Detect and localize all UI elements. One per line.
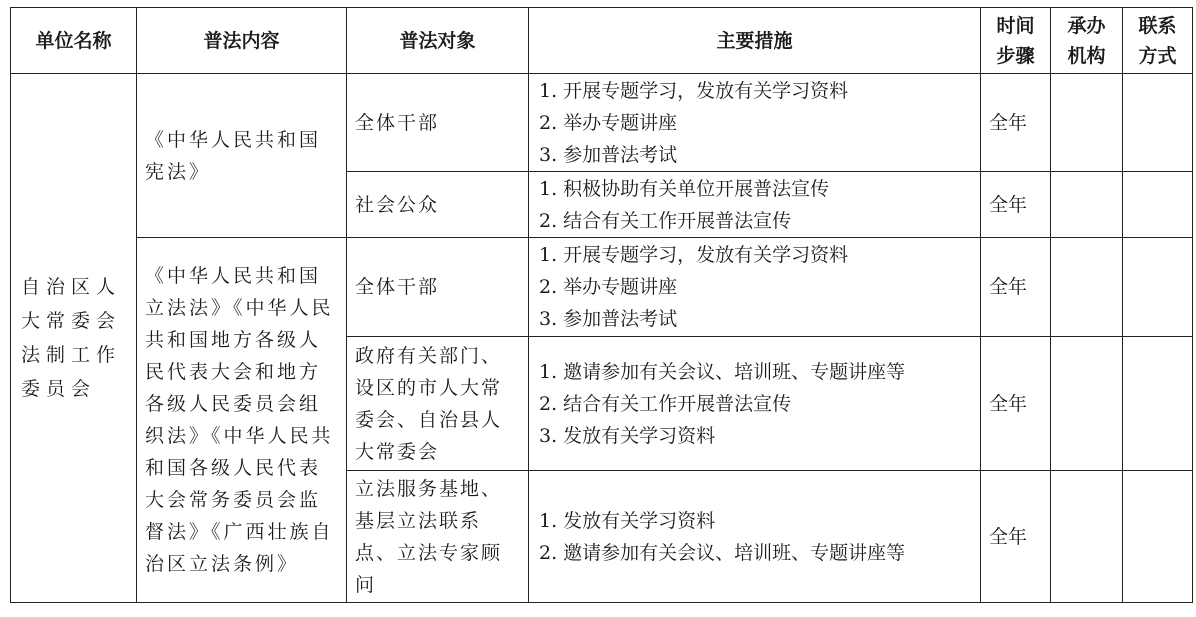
time-cell: 全年 xyxy=(981,74,1051,172)
target-cell: 政府有关部门、设区的市人大常委会、自治县人大常委会 xyxy=(347,337,529,471)
contact-cell xyxy=(1123,172,1193,238)
header-contact xyxy=(1123,8,1193,74)
time-cell: 全年 xyxy=(981,471,1051,603)
time-cell: 全年 xyxy=(981,172,1051,238)
unit-name-cell: 自治区人大常委会法制工作委员会 xyxy=(11,74,137,603)
measure-item: 1. 开展专题学习，发放有关学习资料 xyxy=(539,244,849,266)
target-cell: 社会公众 xyxy=(347,172,529,238)
header-row xyxy=(11,8,1193,74)
time-cell: 全年 xyxy=(981,337,1051,471)
header-time xyxy=(981,8,1051,74)
header-content: 普法内容 xyxy=(137,8,347,74)
header-unit: 单位名称 xyxy=(11,8,137,74)
header-contact-line1: 联系 xyxy=(1138,14,1177,37)
measures-cell xyxy=(529,238,981,337)
contact-cell xyxy=(1123,471,1193,603)
header-org-line1: 承办 xyxy=(1067,14,1106,37)
table-row xyxy=(11,238,1193,337)
time-cell: 全年 xyxy=(981,238,1051,337)
contact-cell xyxy=(1123,74,1193,172)
measure-item: 2. 结合有关工作开展普法宣传 xyxy=(539,209,792,232)
measure-item: 2. 结合有关工作开展普法宣传 xyxy=(539,392,792,415)
header-contact-line2: 方式 xyxy=(1138,44,1177,67)
table-row xyxy=(11,74,1193,172)
org-cell xyxy=(1051,238,1123,337)
measure-item: 1. 开展专题学习，发放有关学习资料 xyxy=(539,79,849,102)
header-org xyxy=(1051,8,1123,74)
org-cell xyxy=(1051,74,1123,172)
target-cell: 全体干部 xyxy=(347,74,529,172)
measures-cell xyxy=(529,172,981,238)
measures-cell xyxy=(529,74,981,172)
measure-item: 3. 发放有关学习资料 xyxy=(539,424,716,447)
target-cell: 立法服务基地、基层立法联系点、立法专家顾问 xyxy=(347,471,529,603)
header-org-line2: 机构 xyxy=(1067,44,1106,67)
content-cell: 《中华人民共和国宪法》 xyxy=(137,74,347,238)
measure-item: 2. 举办专题讲座 xyxy=(539,111,678,134)
org-cell xyxy=(1051,337,1123,471)
header-time-line2: 步骤 xyxy=(996,44,1035,67)
measure-item: 1. 邀请参加有关会议、培训班、专题讲座等 xyxy=(539,360,906,383)
measure-item: 2. 举办专题讲座 xyxy=(539,276,678,298)
header-target: 普法对象 xyxy=(347,8,529,74)
measures-cell xyxy=(529,471,981,603)
measure-item: 1. 积极协助有关单位开展普法宣传 xyxy=(539,177,830,200)
measure-item: 1. 发放有关学习资料 xyxy=(539,509,716,532)
measure-item: 2. 邀请参加有关会议、培训班、专题讲座等 xyxy=(539,541,906,564)
content-cell: 《中华人民共和国立法法》《中华人民共和国地方各级人民代表大会和地方各级人民委员会组织法》《中华人民共和国各级人民代表大会常务委员会监督法》《广西壮族自治区立法条例》 xyxy=(137,238,347,603)
contact-cell xyxy=(1123,238,1193,337)
target-cell: 全体干部 xyxy=(347,238,529,337)
org-cell xyxy=(1051,471,1123,603)
header-time-line1: 时间 xyxy=(996,14,1035,37)
measure-item: 3. 参加普法考试 xyxy=(539,308,678,330)
plan-table xyxy=(10,7,1193,603)
measure-item: 3. 参加普法考试 xyxy=(539,143,678,166)
measures-cell xyxy=(529,337,981,471)
contact-cell xyxy=(1123,337,1193,471)
header-measures: 主要措施 xyxy=(529,8,981,74)
org-cell xyxy=(1051,172,1123,238)
